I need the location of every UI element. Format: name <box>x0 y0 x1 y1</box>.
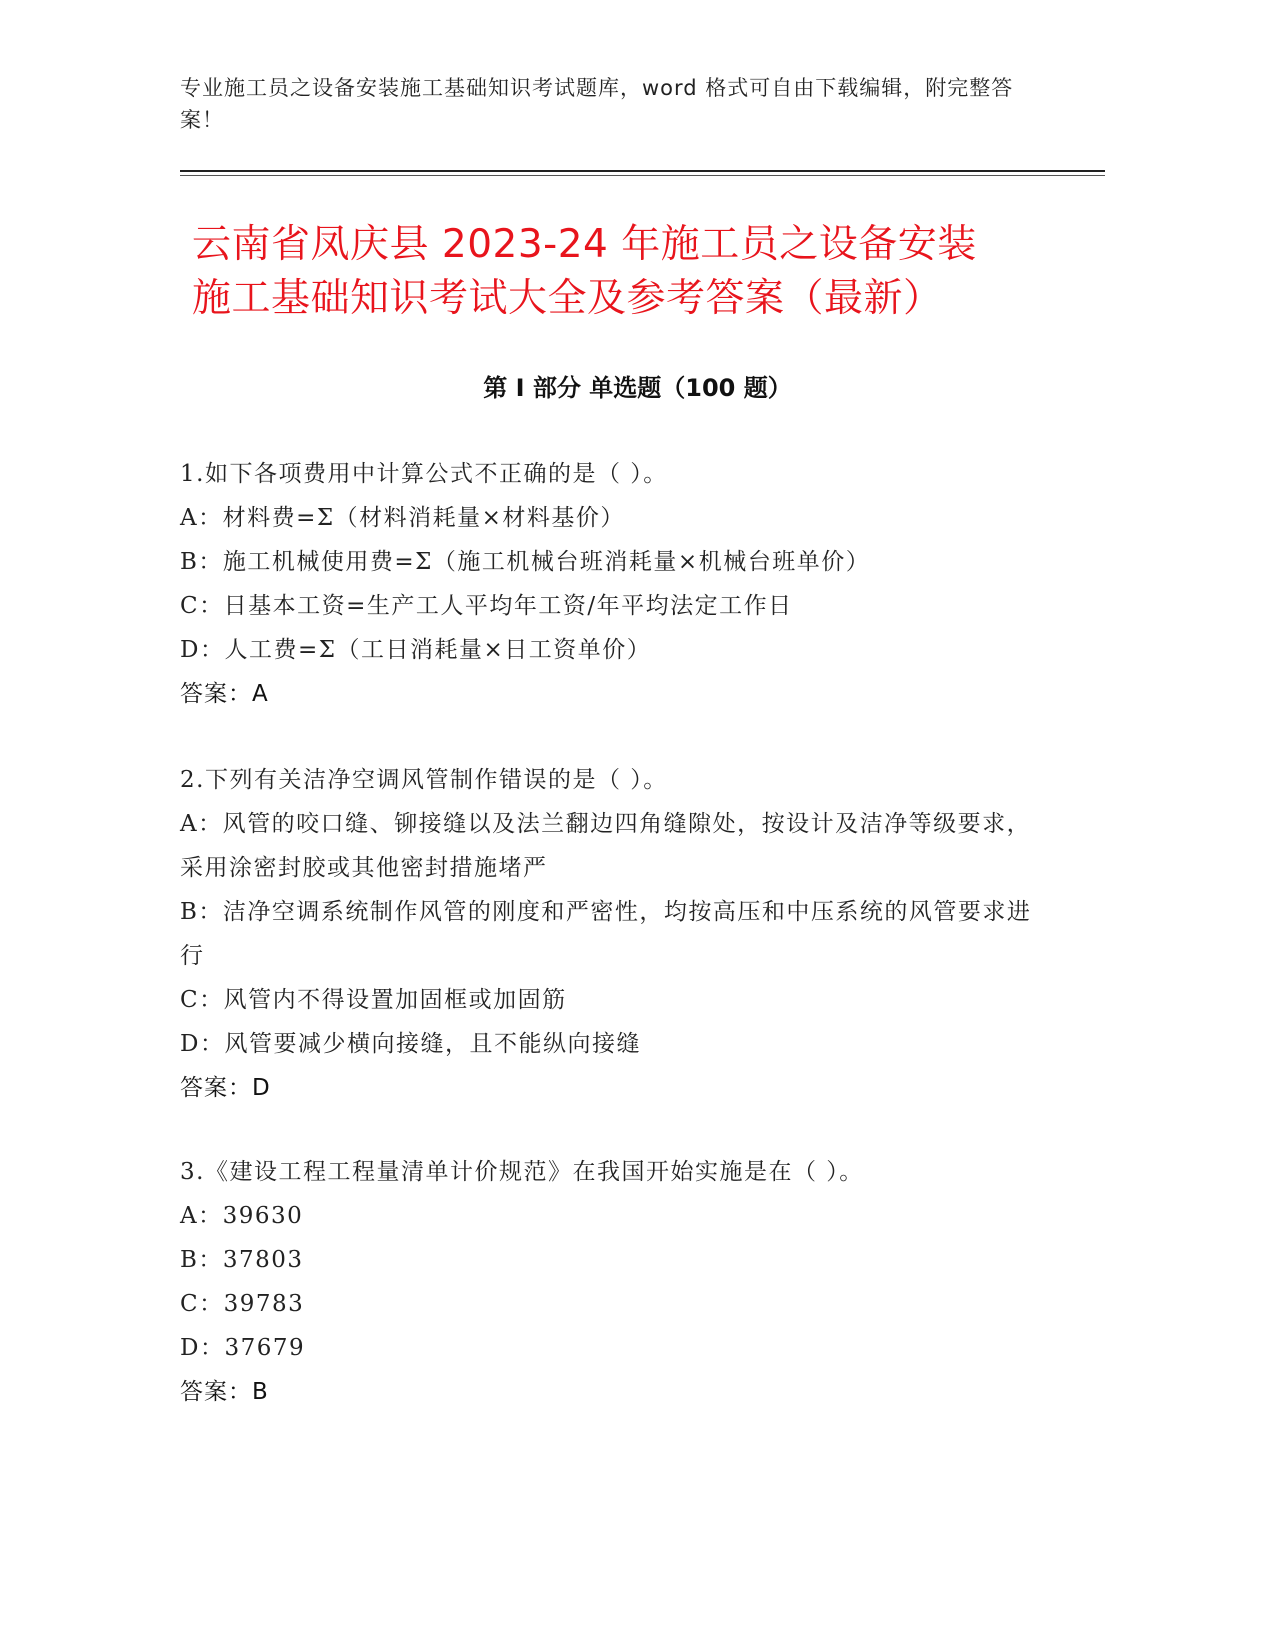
option-d: D：人工费=Σ（工日消耗量×日工资单价） <box>180 637 652 663</box>
question-3 <box>180 1150 1040 1414</box>
answer: 答案：B <box>180 1379 269 1405</box>
question-stem: 2.下列有关洁净空调风管制作错误的是（ ）。 <box>180 767 668 793</box>
option-c: C：风管内不得设置加固框或加固筋 <box>180 987 567 1013</box>
option-c: C：日基本工资=生产工人平均年工资/年平均法定工作日 <box>180 593 793 619</box>
option-d: D：风管要减少横向接缝，且不能纵向接缝 <box>180 1031 641 1057</box>
question-2 <box>180 758 1040 1110</box>
answer: 答案：D <box>180 1075 271 1101</box>
header-note: 专业施工员之设备安装施工基础知识考试题库，word 格式可自由下载编辑，附完整答案！ <box>180 76 1014 132</box>
question-stem: 1.如下各项费用中计算公式不正确的是（ ）。 <box>180 461 668 487</box>
option-b: B：洁净空调系统制作风管的刚度和严密性，均按高压和中压系统的风管要求进行 <box>180 899 1032 969</box>
option-c: C：39783 <box>180 1291 305 1317</box>
document-title-line-1: 云南省凤庆县 2023-24 年施工员之设备安装 <box>192 222 977 267</box>
option-a: A：风管的咬口缝、铆接缝以及法兰翻边四角缝隙处，按设计及洁净等级要求，采用涂密封胶或其他密封措施堵严 <box>180 811 1032 881</box>
question-1 <box>180 452 1040 716</box>
option-b: B：37803 <box>180 1247 304 1273</box>
option-a: A：39630 <box>180 1203 304 1229</box>
option-b: B：施工机械使用费=Σ（施工机械台班消耗量×机械台班单价） <box>180 549 871 575</box>
header-divider-thick <box>180 170 1105 172</box>
question-stem: 3.《建设工程工程量清单计价规范》在我国开始实施是在（ ）。 <box>180 1159 864 1185</box>
header-divider-thin <box>180 175 1105 176</box>
document-title <box>192 218 1092 326</box>
section-title: 第 I 部分 单选题（100 题） <box>483 374 792 402</box>
option-d: D：37679 <box>180 1335 306 1361</box>
answer: 答案：A <box>180 681 269 707</box>
document-title-line-2: 施工基础知识考试大全及参考答案（最新） <box>192 276 943 321</box>
option-a: A：材料费=Σ（材料消耗量×材料基价） <box>180 505 625 531</box>
